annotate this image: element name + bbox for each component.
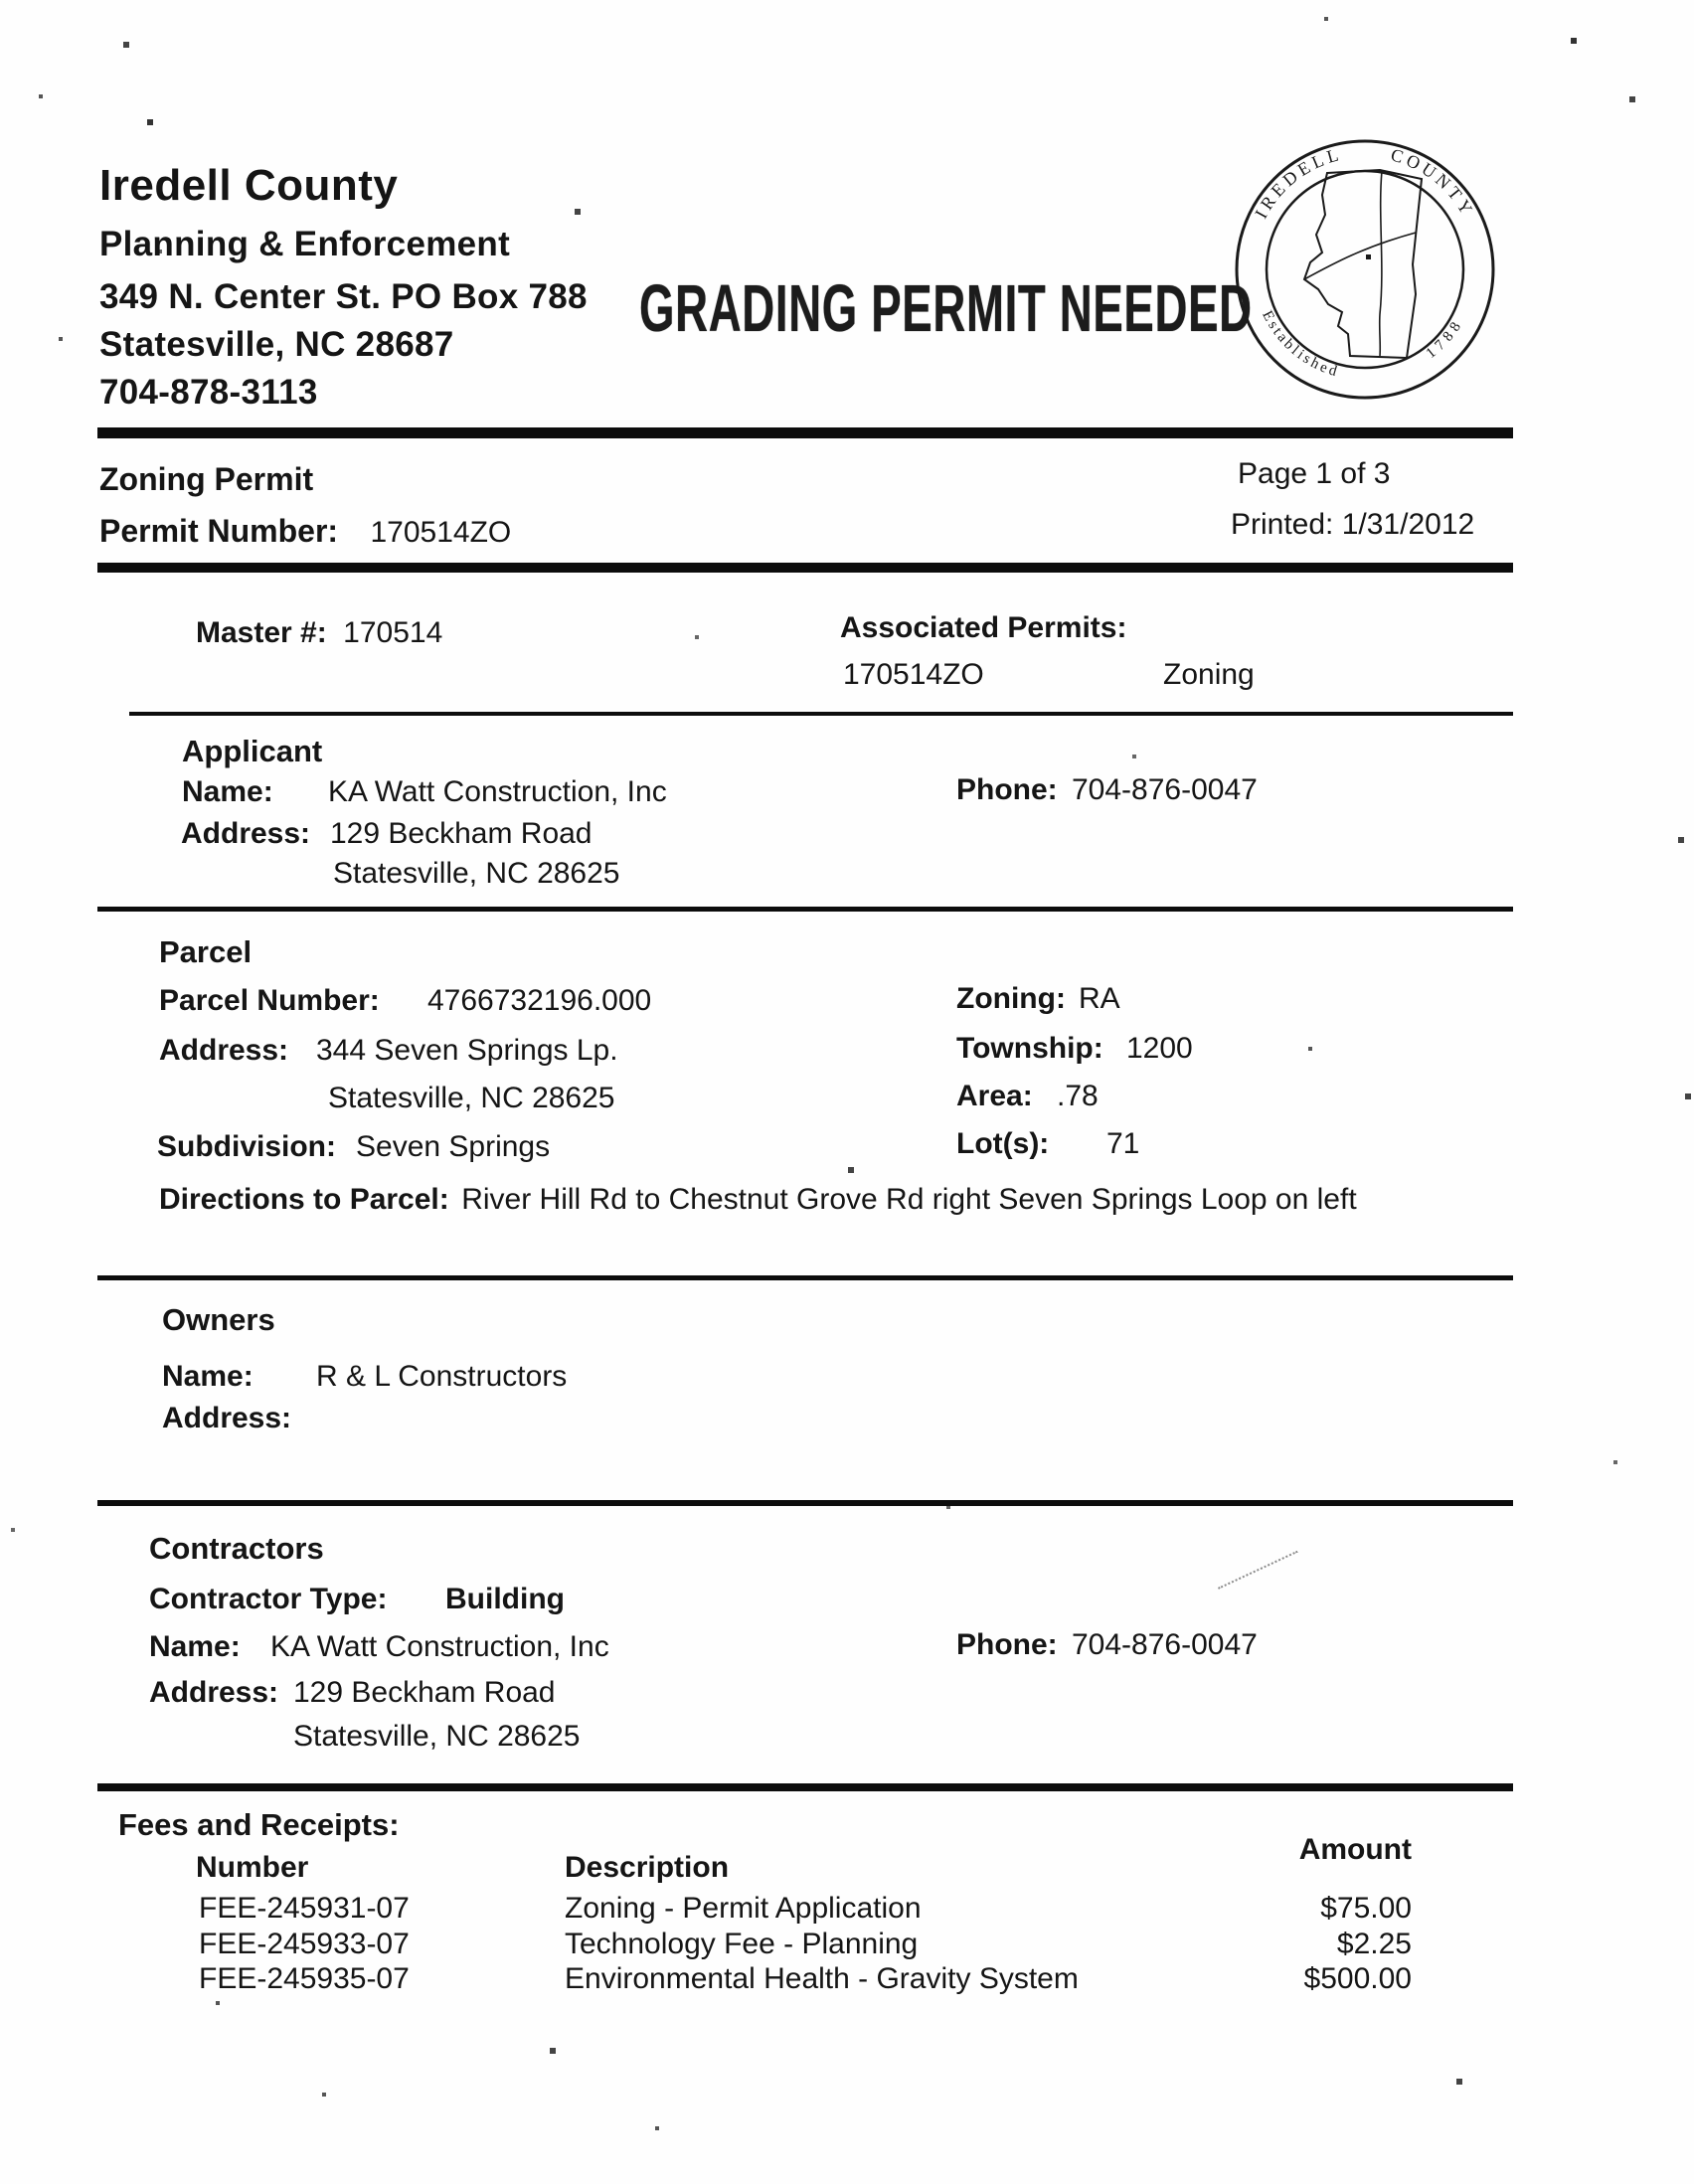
contractor-type-value: Building xyxy=(445,1583,565,1615)
applicant-section-title: Applicant xyxy=(182,734,323,768)
divider-applicant xyxy=(129,712,1513,716)
parcel-section-title: Parcel xyxy=(159,934,253,969)
associated-permit-number: 170514ZO xyxy=(843,658,984,691)
parcel-lots-label: Lot(s): xyxy=(956,1127,1050,1160)
fees-col-number: Number xyxy=(196,1851,309,1884)
contractors-section-title: Contractors xyxy=(149,1531,324,1566)
contractor-type-label: Contractor Type: xyxy=(149,1583,388,1615)
associated-permit-type: Zoning xyxy=(1163,658,1255,691)
seal-road-line xyxy=(1304,233,1416,279)
fee-row-amount: $2.25 xyxy=(1336,1928,1412,1960)
applicant-phone-value: 704-876-0047 xyxy=(1072,773,1258,806)
parcel-address-line2: Statesville, NC 28625 xyxy=(328,1082,615,1114)
seal-text-county: COUNTY xyxy=(1388,144,1479,222)
associated-permits-label: Associated Permits: xyxy=(840,611,1127,644)
seal-text-iredell: IREDELL xyxy=(1251,143,1345,223)
page-indicator: Page 1 of 3 xyxy=(1238,457,1391,490)
fee-row-number: FEE-245935-07 xyxy=(199,1962,410,1995)
parcel-area-label: Area: xyxy=(956,1080,1033,1112)
owner-address-label: Address: xyxy=(162,1402,292,1434)
divider-fees xyxy=(97,1783,1513,1791)
contractor-address-label: Address: xyxy=(149,1676,279,1709)
permit-title: Zoning Permit xyxy=(99,461,314,497)
permit-number-label: Permit Number: xyxy=(99,513,339,549)
parcel-lots-value: 71 xyxy=(1106,1127,1140,1160)
org-street: 349 N. Center St. PO Box 788 xyxy=(99,277,588,316)
pencil-mark xyxy=(1218,1551,1298,1590)
divider-owners xyxy=(97,1275,1513,1280)
divider-header-top xyxy=(97,427,1513,438)
parcel-directions-value: River Hill Rd to Chestnut Grove Rd right Seven Springs Loop on left xyxy=(461,1183,1357,1216)
scan-speck-field xyxy=(0,0,2,2)
org-name: Iredell County xyxy=(99,161,399,210)
seal-text-established: Established xyxy=(1259,308,1342,381)
parcel-subdivision-label: Subdivision: xyxy=(157,1130,336,1163)
grading-permit-stamp: GRADING PERMIT NEEDED xyxy=(639,271,1253,346)
seal-text-year: 1788 xyxy=(1423,315,1467,363)
printed-date: Printed: 1/31/2012 xyxy=(1231,508,1475,541)
parcel-subdivision-value: Seven Springs xyxy=(356,1130,551,1163)
contractor-name-label: Name: xyxy=(149,1630,241,1663)
fee-row-number: FEE-245931-07 xyxy=(199,1892,410,1925)
parcel-zoning-label: Zoning: xyxy=(956,982,1066,1015)
applicant-address-label: Address: xyxy=(181,817,311,850)
org-phone: 704-878-3113 xyxy=(99,373,318,412)
applicant-phone-label: Phone: xyxy=(956,773,1058,806)
divider-parcel xyxy=(97,907,1513,912)
applicant-address-line1: 129 Beckham Road xyxy=(330,817,593,850)
applicant-address-line2: Statesville, NC 28625 xyxy=(333,857,620,890)
fee-row-number: FEE-245933-07 xyxy=(199,1928,410,1960)
parcel-number-value: 4766732196.000 xyxy=(427,984,652,1017)
applicant-name-value: KA Watt Construction, Inc xyxy=(328,775,667,808)
contractor-name-value: KA Watt Construction, Inc xyxy=(270,1630,609,1663)
parcel-address-label: Address: xyxy=(159,1034,289,1067)
applicant-name-label: Name: xyxy=(182,775,273,808)
org-dept: Planning & Enforcement xyxy=(99,225,511,263)
seal-county-map-outline xyxy=(1304,170,1422,358)
fee-row-description: Zoning - Permit Application xyxy=(565,1892,922,1925)
divider-header-bottom xyxy=(97,563,1513,573)
contractor-phone-value: 704-876-0047 xyxy=(1072,1628,1258,1661)
fee-row-amount: $500.00 xyxy=(1303,1962,1412,1995)
fees-section-title: Fees and Receipts: xyxy=(118,1807,400,1842)
master-number-label: Master #: xyxy=(196,616,327,649)
parcel-directions-label: Directions to Parcel: xyxy=(159,1183,449,1216)
fee-row-description: Technology Fee - Planning xyxy=(565,1928,919,1960)
fees-col-description: Description xyxy=(565,1851,730,1884)
contractor-phone-label: Phone: xyxy=(956,1628,1058,1661)
parcel-township-value: 1200 xyxy=(1126,1032,1193,1065)
fee-row-amount: $75.00 xyxy=(1320,1892,1412,1925)
seal-center-marker xyxy=(1366,254,1371,259)
parcel-zoning-value: RA xyxy=(1079,982,1120,1015)
fees-col-amount: Amount xyxy=(1298,1833,1412,1866)
contractor-address-line2: Statesville, NC 28625 xyxy=(293,1720,581,1753)
master-number-value: 170514 xyxy=(343,616,443,649)
org-city: Statesville, NC 28687 xyxy=(99,325,454,364)
county-seal xyxy=(1231,135,1499,404)
divider-contractors xyxy=(97,1500,1513,1506)
contractor-address-line1: 129 Beckham Road xyxy=(293,1676,556,1709)
parcel-township-label: Township: xyxy=(956,1032,1103,1065)
owners-section-title: Owners xyxy=(162,1302,275,1337)
fee-row-description: Environmental Health - Gravity System xyxy=(565,1962,1079,1995)
seal-inner-ring xyxy=(1267,171,1463,368)
parcel-number-label: Parcel Number: xyxy=(159,984,380,1017)
parcel-area-value: .78 xyxy=(1057,1080,1099,1112)
owner-name-label: Name: xyxy=(162,1360,254,1393)
parcel-address-line1: 344 Seven Springs Lp. xyxy=(316,1034,618,1067)
permit-number-value: 170514ZO xyxy=(370,516,512,549)
owner-name-value: R & L Constructors xyxy=(316,1360,568,1393)
seal-river-line xyxy=(1380,171,1382,356)
